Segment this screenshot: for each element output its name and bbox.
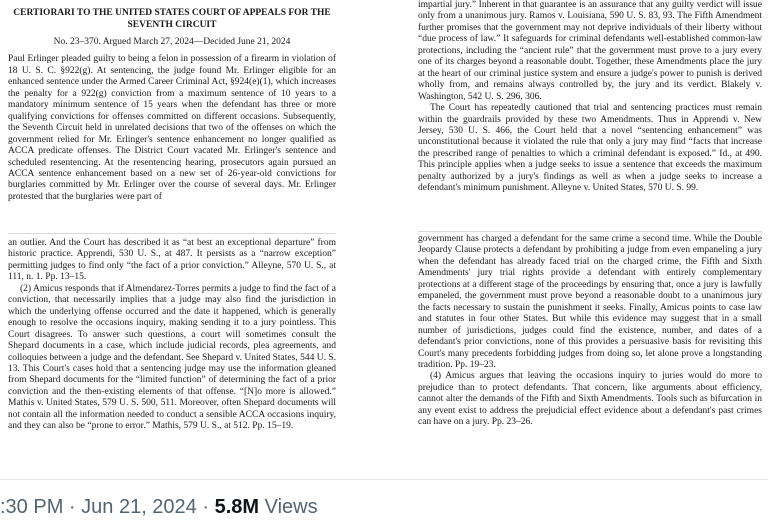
opinion-excerpt-left-bottom (8, 238, 336, 478)
opinion-excerpt-left-top (8, 3, 336, 237)
image-divider-left (8, 233, 336, 234)
post-metadata (0, 496, 318, 527)
separator-dot: · (63, 496, 82, 518)
paragraph-jury-guarantee: impartial jury.” Inherent in that guarantee is an assurance that any guilty verdict will issue only from a unanimous jury. Ramos v. Louisiana, 590 U. S. 83, 93. The Fifth Amendment further promises that the government may not deprive individuals of their liberty without “due process of law.” It safeguards for criminal defendants well-established common-law protections, including the “ancient rule” that the government must prove to a jury every one of its charges beyond a reasonable doubt. Together, these Amendments place the jury at the heart of our criminal justice system and ensure a judge's power to punish is derived wholly from, and remains always controlled by, the jury and its verdict. Blakely v. Washington, 542 U. S. 296, 306. (418, 0, 762, 102)
opinion-excerpt-right-top (418, 0, 762, 232)
syllabus-paragraph: Paul Erlinger pleaded guilty to being a felon in possession of a firearm in violation of 18 U. S. C. §922(g). At sentencing, the judge found Mr. Erlinger eligible for an enhanced sentence under the Armed Career Criminal Act, §924(e)(1), which increases the penalty for a 922(g) conviction from a maximum sentence of 10 years to a mandatory minimum sentence of 15 years when the defendant has three or more qualifying convictions for offenses committed on different occasions. Subsequently, the Seventh Circuit held in unrelated decisions that two of the offenses on which the government relied for Mr. Erlinger's sentence enhancement no longer qualified as ACCA predicate offenses. The District Court vacated Mr. Erlinger's sentence and scheduled resentencing. At the resentencing hearing, prosecutors again pursued an ACCA sentence enhancement based on a new set of 26-year-old convictions for burglaries committed by Mr. Erlinger over the course of several days. Mr. Erlinger protested that the burglaries were part of (8, 54, 336, 202)
paragraph-prejudice: (4) Amicus argues that leaving the occasions inquiry to juries would do more to prejudice than to protect defendants. That concern, like arguments about efficiency, cannot alter the demands of the Fifth and Sixth Amendments. Tools such as bifurcation in any event exist to address the prejudicial effect evidence about a defendant's past crimes can have on a jury. Pp. 23–26. (418, 371, 762, 428)
separator-dot: · (196, 496, 215, 518)
post-footer-divider (0, 479, 768, 480)
case-heading: CERTIORARI TO THE UNITED STATES COURT OF APPEALS FOR THE SEVENTH CIRCUIT (13, 8, 331, 30)
paragraph-double-jeopardy: government has charged a defendant for the same crime a second time. While the Double Jeopardy Clause protects a defendant by prohibiting a judge from even empaneling a jury when the defendant has already faced trial on the charged crime, the Fifth and Sixth Amendments' jury trial rights provide a defendant with entirely complementary protections at a different stage of the proceedings by ensuring that, once a jury is lawfully empaneled, the government must prove beyond a reasonable doubt to a unanimous jury the facts necessary to sustain the punishment it seeks. Finally, Amicus points to case law and statutes in four other States. But while this evidence may suggest that in a small number of jurisdictions, judges could find the existence, number, and dates of a defendant's prior convictions, none of this provides a persuasive basis for revisiting this Court's many precedents forbidding judges from doing so, let alone prove a longstanding tradition. Pp. 19–23. (418, 234, 762, 370)
paragraph-apprendi: The Court has repeatedly cautioned that trial and sentencing practices must remain within the guardrails provided by these two Amendments. Thus in Apprendi v. New Jersey, 530 U. S. 466, the Court held that a novel “sentencing enhancement” was unconstitutional because it violated the rule that only a jury may find “facts that increase the prescribed range of penalties to which a criminal defendant is exposed.” Id., at 490. This principle applies when a judge seeks to issue a sentence that exceeds the maximum penalty authorized by a jury's findings as well as when a judge seeks to increase a defendant's minimum punishment. Alleyne v. United States, 570 U. S. 99. (418, 103, 762, 194)
docket-line: No. 23–370. Argued March 27, 2024—Decided June 21, 2024 (53, 37, 291, 47)
post-date-link[interactable]: Jun 21, 2024 (81, 496, 197, 518)
paragraph-exception: an outlier. And the Court has described it as “at best an exceptional departure” from historic practice. Apprendi, 530 U. S., at 487. It persists as a “narrow exception” permitting judges to find only “the fact of a prior conviction.” Alleyne, 570 U. S., at 111, n. 1. Pp. 13–15. (8, 238, 336, 283)
opinion-excerpt-right-bottom (418, 234, 762, 479)
views-count: 5.8M (214, 496, 260, 518)
views-label: Views (259, 496, 318, 518)
image-divider-right (418, 231, 762, 232)
paragraph-amicus-shepard: (2) Amicus responds that if Almendarez-Torres permits a judge to find the fact of a conviction, that necessarily implies that a judge may also find the jurisdiction in which the underlying offense occurred and the date it happened, which is generally enough to resolve the occasions inquiry, making sending it to a jury pointless. This Court disagrees. To answer such questions, a court will sometimes consult the Shepard documents in a case, which include judicial records, plea agreements, and colloquies between a judge and the defendant. See Shepard v. United States, 544 U. S. 13. This Court's cases hold that a sentencing judge may use the information gleaned from Shepard documents for the “limited function” of determining the fact of a prior conviction and the then-existing elements of that offense. “[N]o more is allowed.” Mathis v. United States, 579 U. S. 500, 511. Moreover, often Shepard documents will not contain all the information needed to conduct a sensible ACCA occasions inquiry, and they can also be “prone to error.” Mathis, 579 U. S., at 512. Pp. 15–19. (8, 283, 336, 432)
post-time-link[interactable]: :30 PM (0, 496, 64, 518)
